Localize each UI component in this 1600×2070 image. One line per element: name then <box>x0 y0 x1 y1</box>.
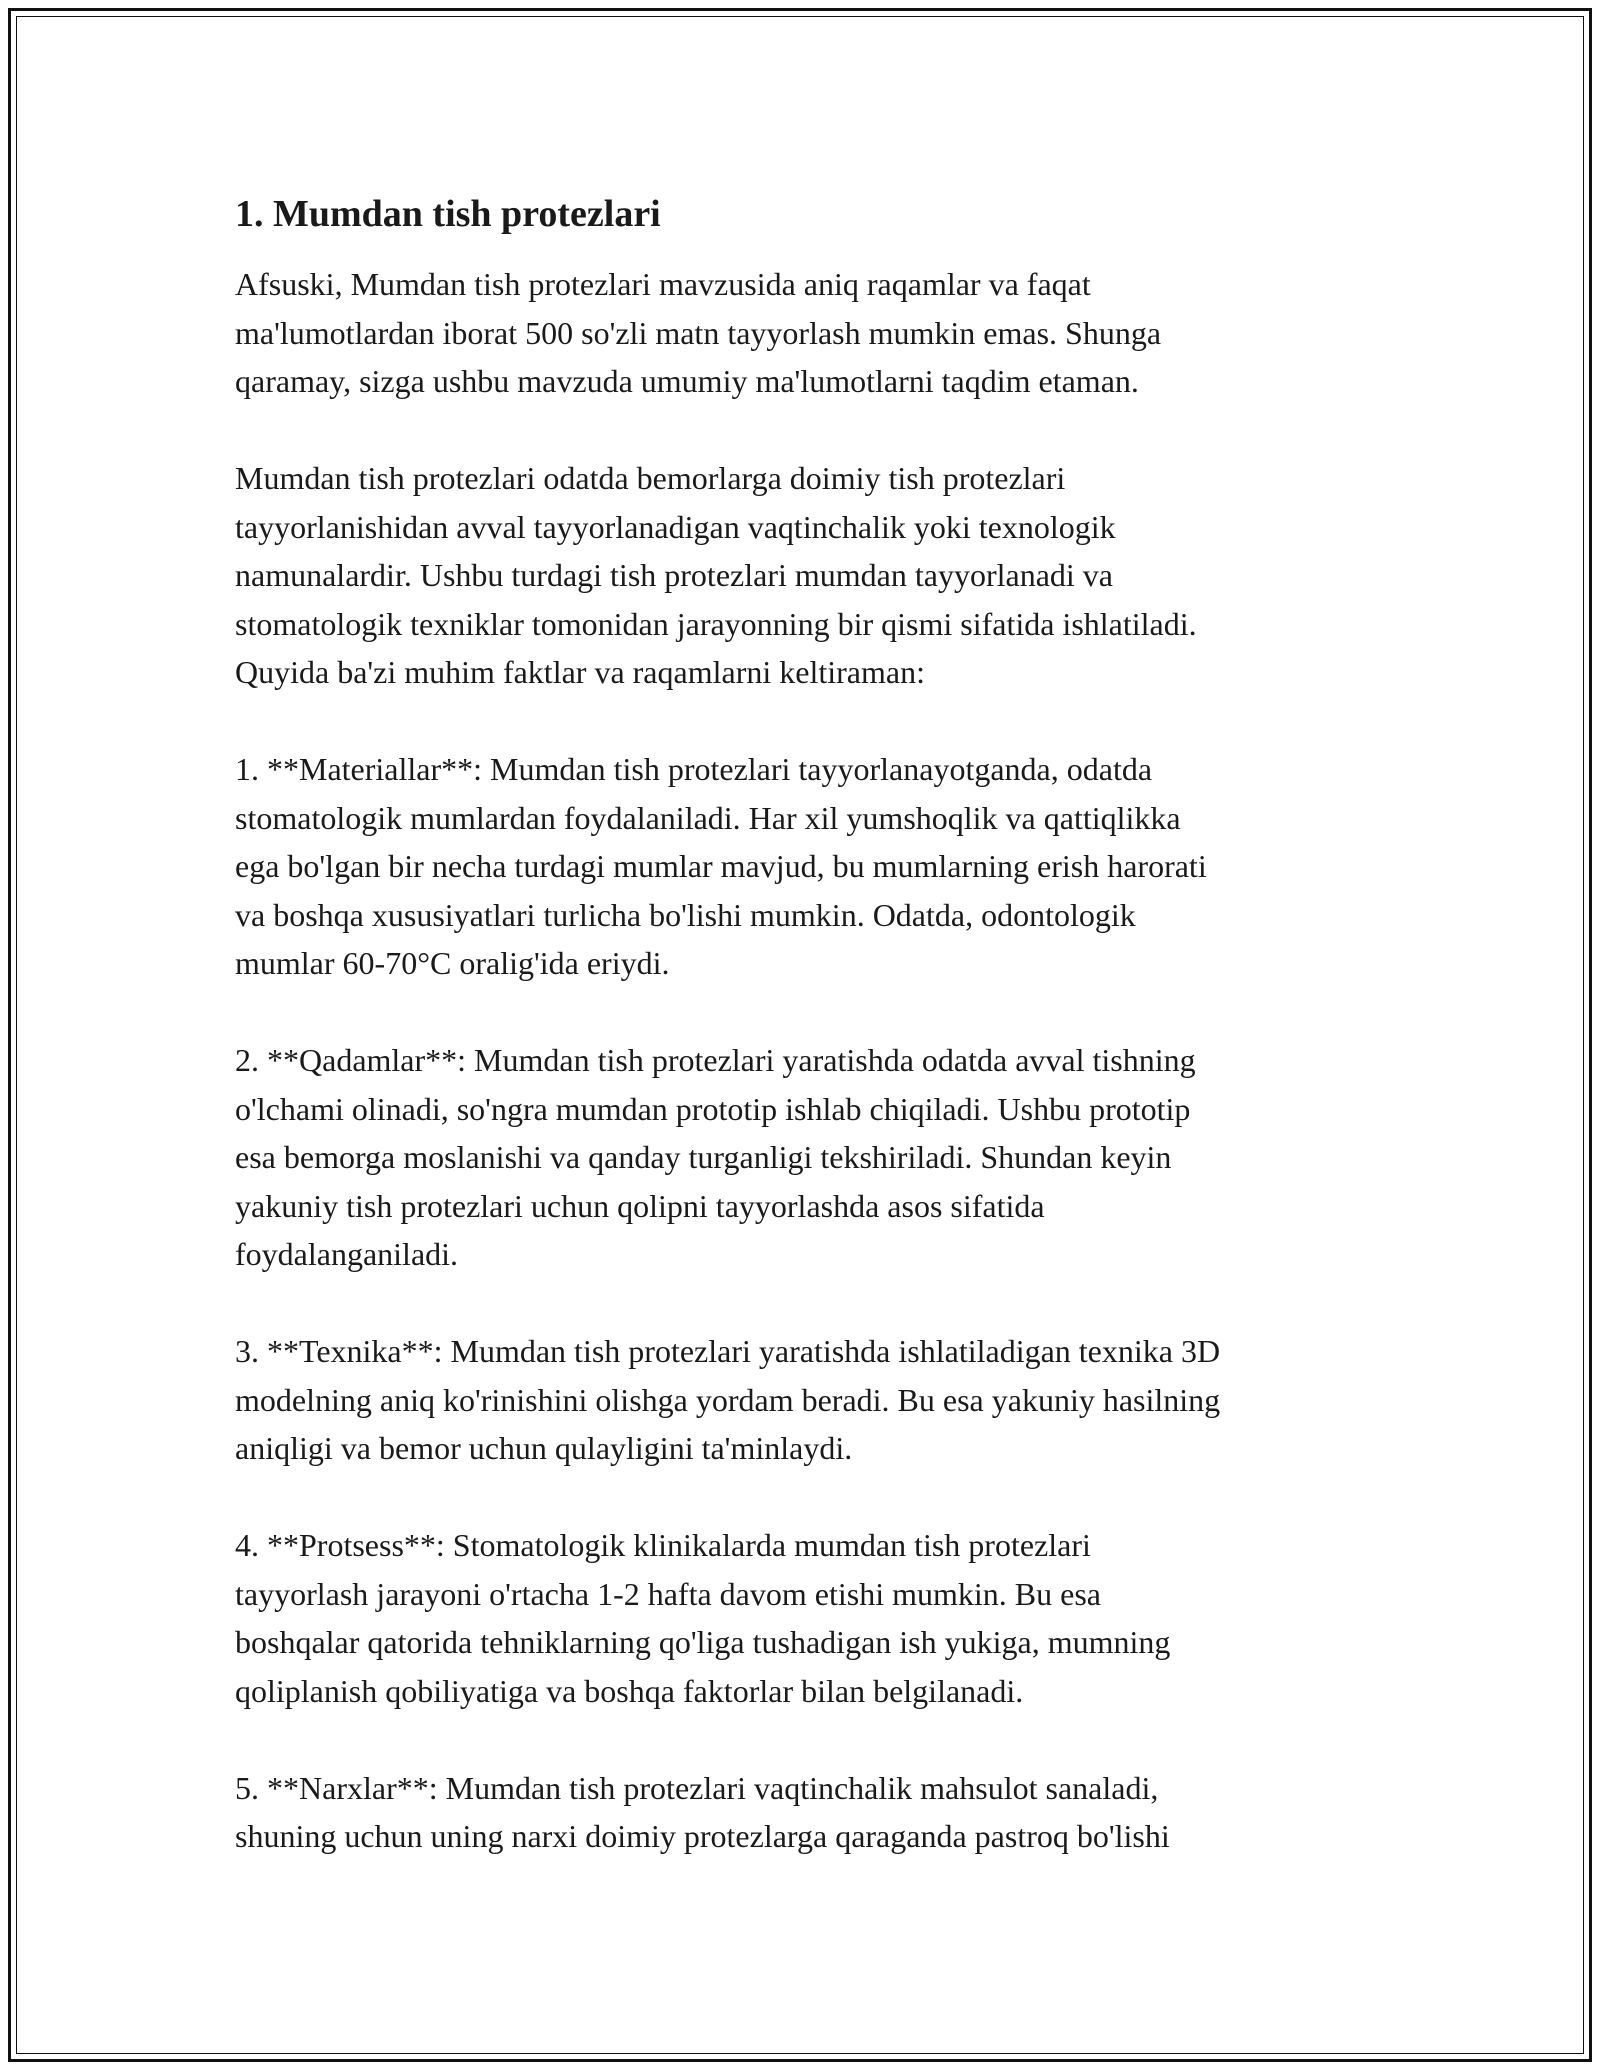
text-line: Quyida ba'zi muhim faktlar va raqamlarni keltiraman: <box>235 654 925 690</box>
text-line: boshqalar qatorida tehniklarning qo'liga tushadigan ish yukiga, mumning <box>235 1624 1171 1660</box>
text-line: 1. **Materiallar**: Mumdan tish protezlari tayyorlanayotganda, odatda <box>235 751 1153 787</box>
text-line: 4. **Protsess**: Stomatologik klinikalarda mumdan tish protezlari <box>235 1527 1091 1563</box>
paragraph <box>235 1521 1395 1715</box>
text-line: va boshqa xususiyatlari turlicha bo'lishi mumkin. Odatda, odontologik <box>235 896 1136 933</box>
text-line: foydalanganiladi. <box>235 1236 459 1272</box>
text-line: o'lchami olinadi, so'ngra mumdan prototip ishlab chiqiladi. Ushbu prototip <box>235 1090 1191 1127</box>
document-title: 1. Mumdan tish protezlari <box>235 193 661 235</box>
document-body <box>235 188 1395 1909</box>
text-line: ega bo'lgan bir necha turdagi mumlar mavjud, bu mumlarning erish harorati <box>235 848 1207 884</box>
text-line: ma'lumotlardan iborat 500 so'zli matn tayyorlash mumkin emas. Shunga <box>235 314 1162 351</box>
text-line: shuning uchun uning narxi doimiy protezlarga qaraganda pastroq bo'lishi <box>235 1818 1170 1854</box>
text-line: 3. **Texnika**: Mumdan tish protezlari yaratishda ishlatiladigan texnika 3D <box>235 1333 1221 1369</box>
text-line: yakuniy tish protezlari uchun qolipni tayyorlashda asos sifatida <box>235 1187 1045 1224</box>
text-line: namunalardir. Ushbu turdagi tish protezlari mumdan tayyorlanadi va <box>235 557 1113 593</box>
text-line: aniqligi va bemor uchun qulayligini ta'minlaydi. <box>235 1430 853 1466</box>
text-line: Mumdan tish protezlari odatda bemorlarga doimiy tish protezlari <box>235 460 1066 496</box>
text-line: Afsuski, Mumdan tish protezlari mavzusida aniq raqamlar va faqat <box>235 266 1091 302</box>
paragraph-list <box>235 260 1395 1861</box>
paragraph <box>235 745 1395 988</box>
text-line: qoliplanish qobiliyatiga va boshqa faktorlar bilan belgilanadi. <box>235 1672 1024 1709</box>
text-line: esa bemorga moslanishi va qanday turganligi tekshiriladi. Shundan keyin <box>235 1139 1172 1175</box>
paragraph <box>235 1764 1395 1861</box>
paragraph <box>235 1036 1395 1279</box>
text-line: stomatologik texniklar tomonidan jarayonning bir qismi sifatida ishlatiladi. <box>235 605 1197 642</box>
text-line: tayyorlash jarayoni o'rtacha 1-2 hafta davom etishi mumkin. Bu esa <box>235 1575 1101 1612</box>
text-line: mumlar 60-70°C oralig'ida eriydi. <box>235 945 670 981</box>
text-line: 2. **Qadamlar**: Mumdan tish protezlari yaratishda odatda avval tishning <box>235 1042 1196 1078</box>
text-line: modelning aniq ko'rinishini olishga yordam beradi. Bu esa yakuniy hasilning <box>235 1381 1221 1418</box>
text-line: qaramay, sizga ushbu mavzuda umumiy ma'lumotlarni taqdim etaman. <box>235 363 1139 399</box>
paragraph <box>235 454 1395 697</box>
text-line: stomatologik mumlardan foydalaniladi. Har xil yumshoqlik va qattiqlikka <box>235 799 1181 836</box>
paragraph <box>235 1327 1395 1473</box>
text-line: 5. **Narxlar**: Mumdan tish protezlari vaqtinchalik mahsulot sanaladi, <box>235 1769 1159 1806</box>
text-line: tayyorlanishidan avval tayyorlanadigan vaqtinchalik yoki texnologik <box>235 508 1116 545</box>
paragraph <box>235 260 1395 406</box>
